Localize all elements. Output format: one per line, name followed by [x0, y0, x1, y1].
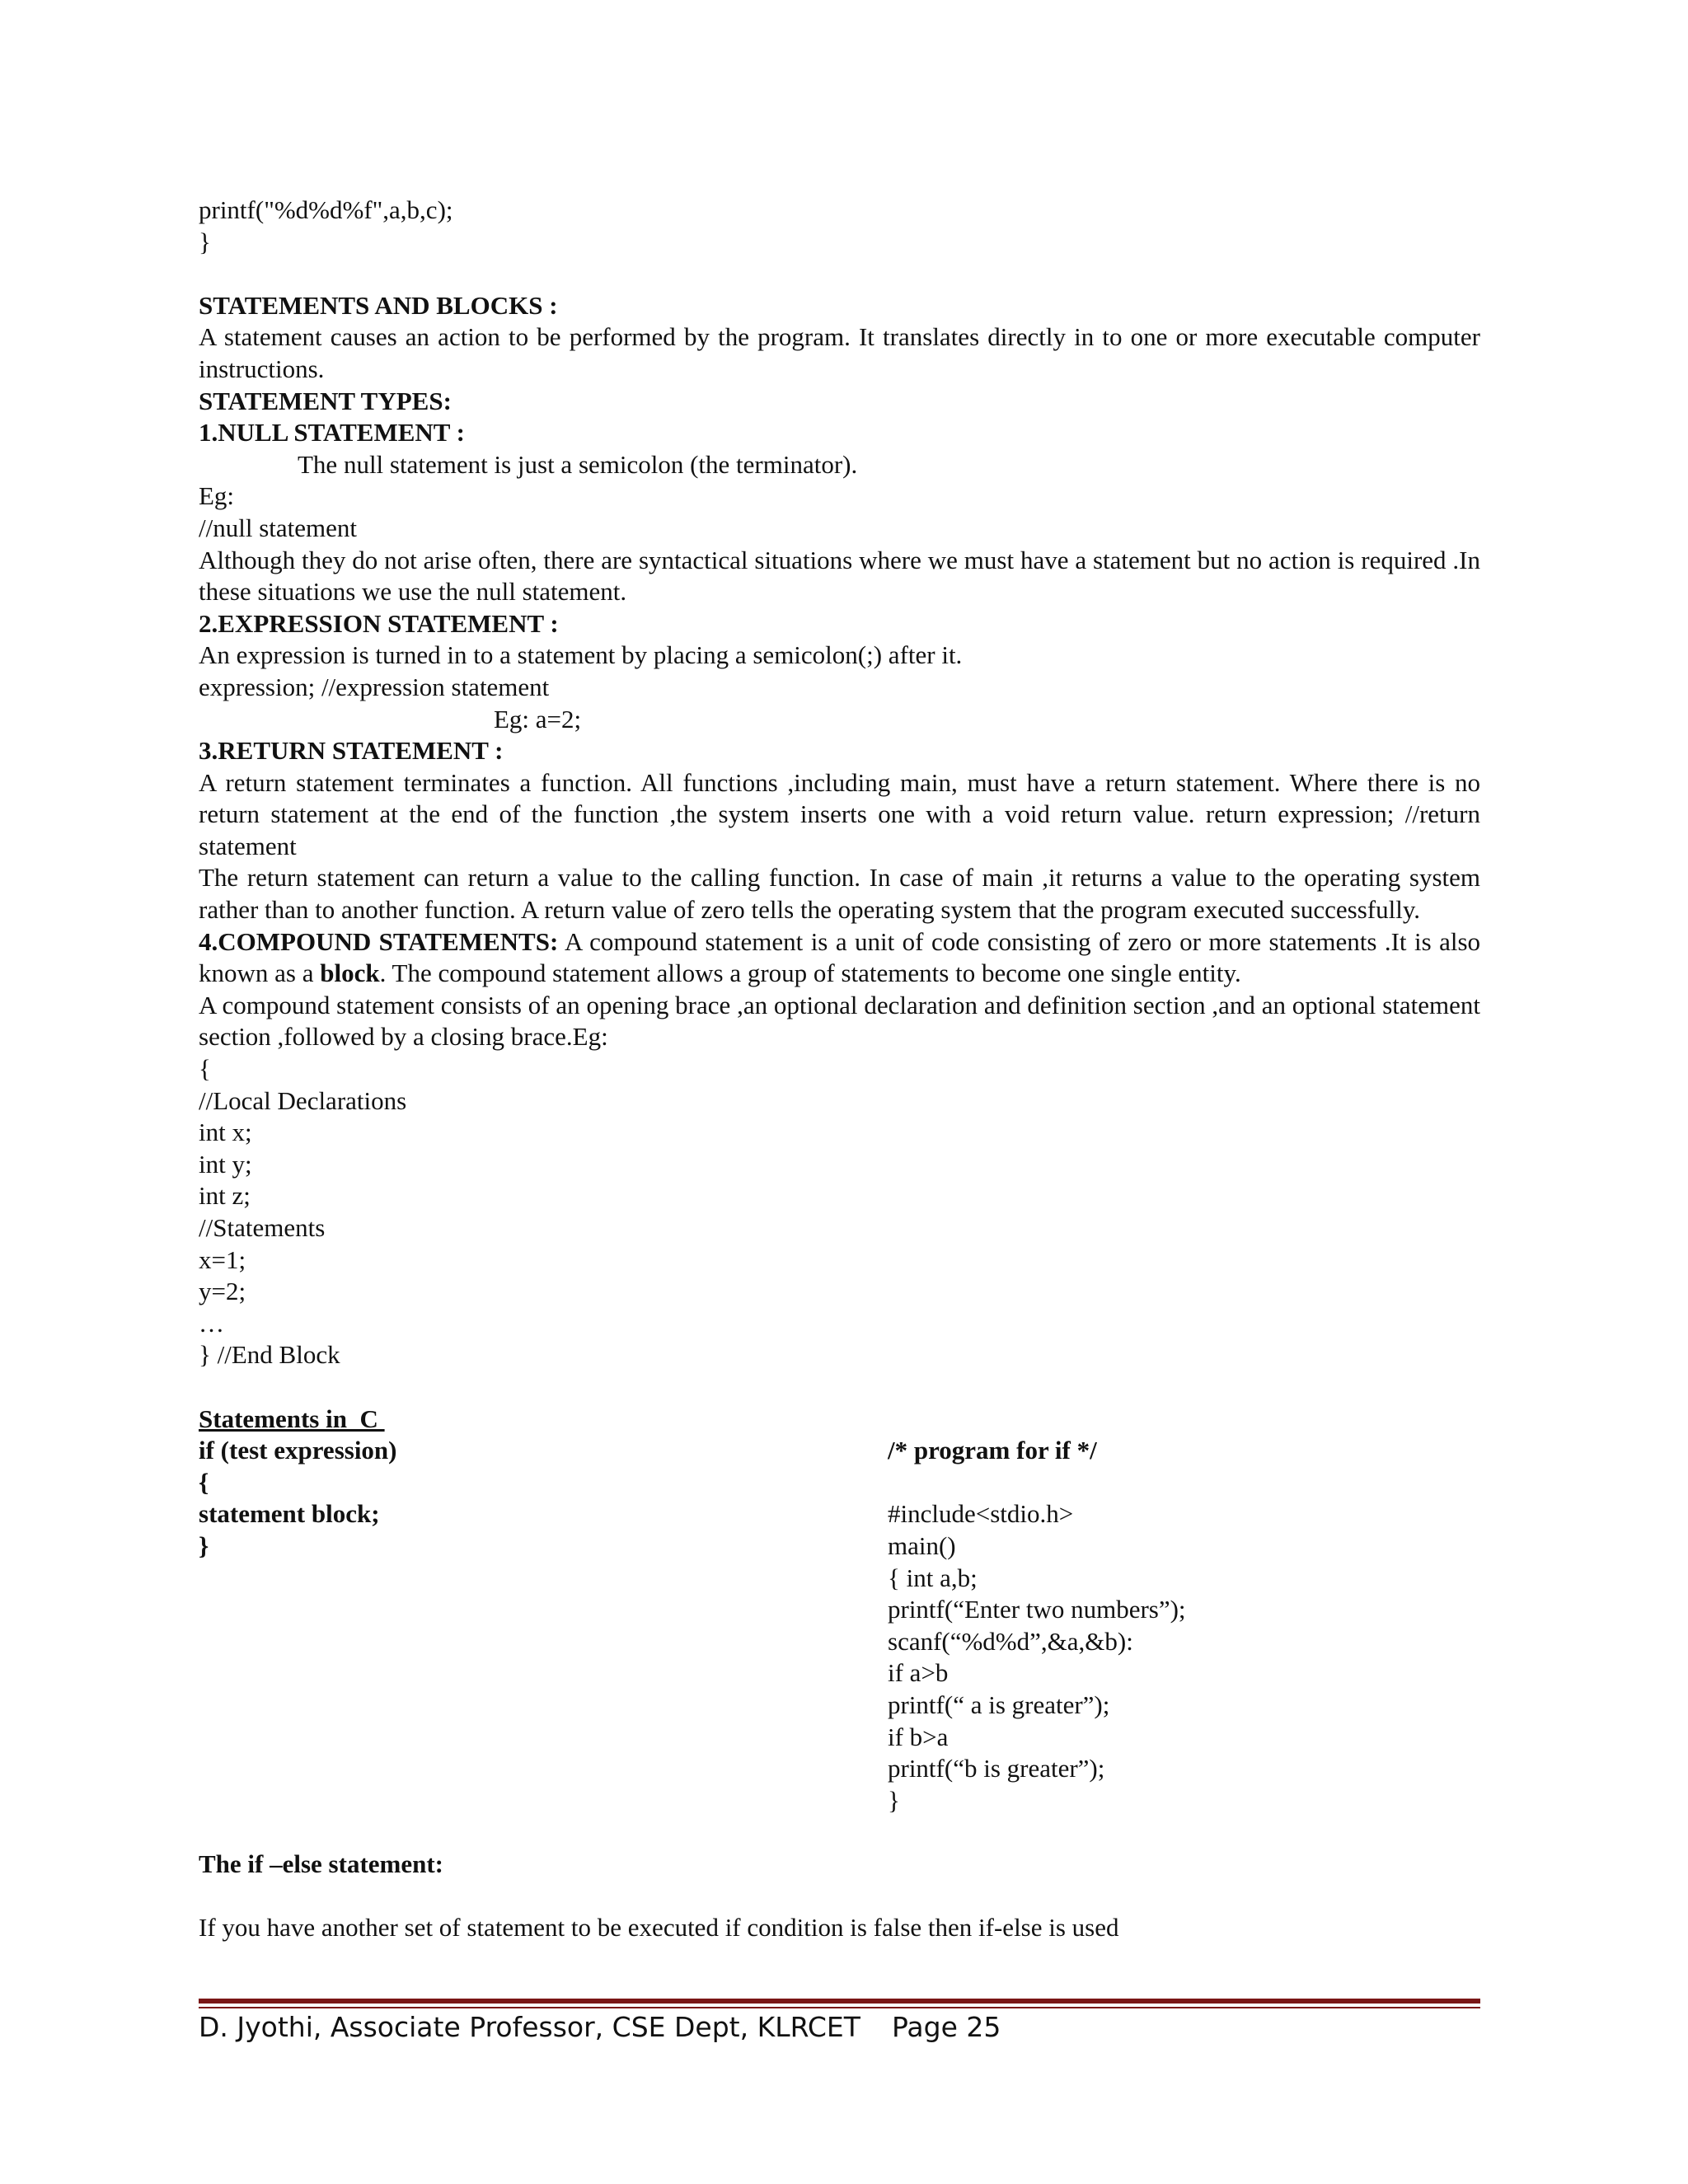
paragraph-compound-note: A compound statement consists of an opening brace ,an optional declaration and definition section ,and an optional statement section ,followed by a closing brace.Eg: [199, 990, 1480, 1052]
code-line: y=2; [199, 1277, 246, 1306]
paragraph-null-note: Although they do not arise often, there are syntactical situations where we must have a statement but no action is required .In these situations we use the null statement. [199, 545, 1480, 607]
expression-example: Eg: a=2; [494, 704, 582, 733]
code-line: printf(“Enter two numbers”); [888, 1595, 1186, 1624]
code-line: { int a,b; [888, 1563, 978, 1592]
expression-code: expression; //expression statement [199, 672, 550, 701]
compound-keyword-block: block [320, 958, 380, 988]
code-line: //Statements [199, 1213, 326, 1242]
spacer [199, 258, 1480, 290]
compound-text-a: A compound statement is a unit of code consisting of zero or more statements .It is also known as a [199, 926, 1481, 988]
code-line: printf(“ a is greater”); [888, 1690, 1110, 1719]
compound-code-block [199, 1053, 1480, 1371]
code-line: } [888, 1785, 900, 1815]
code-line: scanf(“%d%d”,&a,&b): [888, 1626, 1133, 1656]
paragraph-statement-definition: A statement causes an action to be performed by the program. It translates directly in to one or more executable computer instructions. [199, 322, 1480, 383]
if-syntax-line: } [199, 1530, 209, 1560]
compound-text-b: . The compound statement allows a group of statements to become one single entity. [379, 958, 1241, 988]
heading-return-statement: 3.RETURN STATEMENT : [199, 736, 504, 766]
paragraph-if-else: If you have another set of statement to be executed if condition is false then if-else is used [199, 1913, 1119, 1943]
heading-expression-statement: 2.EXPRESSION STATEMENT : [199, 608, 559, 638]
page-footer [199, 2011, 1480, 2049]
code-line: int x; [199, 1118, 252, 1147]
heading-compound-statements: 4.COMPOUND STATEMENTS: [199, 926, 559, 956]
footer-rule-thin [199, 2007, 1480, 2008]
heading-if-else: The if –else statement: [199, 1849, 443, 1878]
if-program-column [888, 1435, 1480, 1816]
footer-page-number: Page 25 [892, 2011, 1001, 2043]
spacer [199, 1880, 1480, 1912]
code-line: int z; [199, 1181, 251, 1211]
null-example-code: //null statement [199, 513, 357, 542]
code-line: main() [888, 1530, 956, 1560]
code-line: { [199, 1054, 211, 1084]
code-line: if b>a [888, 1722, 949, 1751]
heading-statements-blocks: STATEMENTS AND BLOCKS : [199, 290, 558, 320]
paragraph-null-definition: The null statement is just a semicolon (the terminator). [298, 449, 858, 479]
if-two-column-section [199, 1435, 1480, 1816]
code-line: //Local Declarations [199, 1085, 407, 1115]
spacer [888, 1467, 1480, 1499]
if-syntax-column [199, 1435, 888, 1816]
code-line: } [199, 227, 211, 256]
paragraph-return-note: The return statement can return a value to the calling function. In case of main ,it returns a value to the operating system rather than to another function. A return value of zero tells the operating system that the program executed successfully. [199, 863, 1480, 925]
if-syntax-line: statement block; [199, 1499, 380, 1529]
if-syntax-line: if (test expression) [199, 1436, 397, 1465]
heading-statement-types: STATEMENT TYPES: [199, 386, 452, 415]
footer-author: D. Jyothi, Associate Professor, CSE Dept, KLRCET [199, 2011, 860, 2043]
code-line: x=1; [199, 1244, 246, 1274]
heading-null-statement: 1.NULL STATEMENT : [199, 418, 465, 448]
if-program-title: /* program for if */ [888, 1436, 1097, 1465]
null-example-label: Eg: [199, 481, 235, 511]
paragraph-expression-definition: An expression is turned in to a statement by placing a semicolon(;) after it. [199, 640, 963, 670]
if-syntax-line: { [199, 1467, 209, 1497]
code-line: printf(“b is greater”); [888, 1754, 1105, 1783]
spacer [199, 1816, 1480, 1849]
code-line: … [199, 1308, 224, 1338]
heading-statements-in-c: Statements in C [199, 1404, 385, 1433]
code-line: #include<stdio.h> [888, 1499, 1074, 1529]
page-content [199, 194, 1480, 1944]
spacer [199, 1371, 1480, 1404]
code-line: } //End Block [199, 1340, 340, 1370]
code-line: int y; [199, 1149, 252, 1179]
footer-rule-thick [199, 1999, 1480, 2004]
code-line: printf("%d%d%f",a,b,c); [199, 195, 453, 224]
code-line: if a>b [888, 1658, 949, 1688]
paragraph-return-definition: A return statement terminates a function. All functions ,including main, must have a return statement. Where there is no return statement at the end of the function ,the system inserts one with a void return value. return expression; //return statement [199, 767, 1480, 860]
paragraph-compound-definition [199, 926, 1480, 990]
